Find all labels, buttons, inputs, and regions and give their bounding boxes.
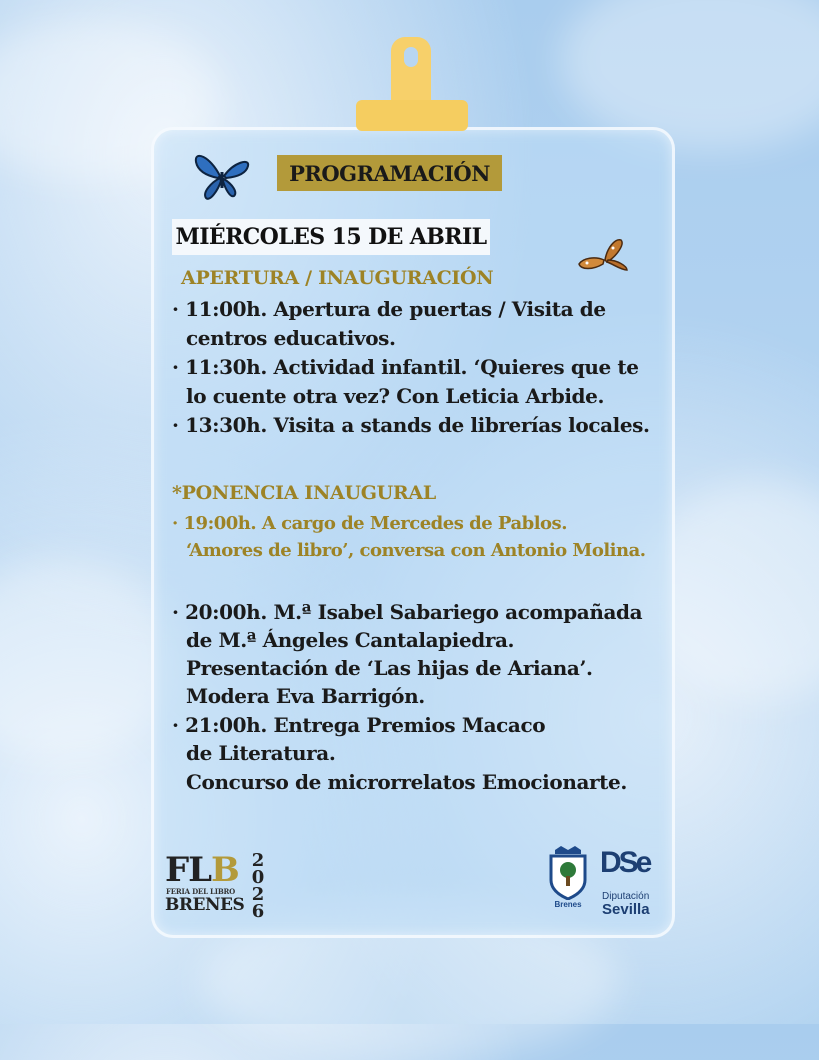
flb-year-digit: 0 [251, 867, 265, 888]
schedule-line: · 11:30h. Actividad infantil. ‘Quieres que te [172, 355, 639, 379]
clip-hole [404, 47, 418, 67]
schedule-line: · 19:00h. A cargo de Mercedes de Pablos. [172, 513, 567, 534]
section-heading: *PONENCIA INAUGURAL [172, 482, 436, 504]
crest-icon [547, 846, 589, 900]
clip-base [356, 100, 468, 131]
schedule-line: Presentación de ‘Las hijas de Ariana’. [186, 656, 593, 680]
schedule-line: · 21:00h. Entrega Premios Macaco [172, 713, 546, 737]
flb-logo-place: BRENES [165, 895, 245, 915]
diputacion-mark: DSe [600, 846, 650, 879]
brenes-crest-logo [547, 846, 589, 916]
schedule-line: centros educativos. [186, 326, 396, 350]
flb-year-digit: 2 [251, 850, 265, 871]
flb-year-digit: 6 [251, 901, 265, 922]
schedule-line: · 20:00h. M.ª Isabel Sabariego acompañada [172, 600, 643, 624]
diputacion-logo [600, 846, 660, 918]
schedule-line: · 13:30h. Visita a stands de librerías locales. [172, 413, 650, 437]
flb-logo-subtitle: FERIA DEL LIBRO [166, 887, 236, 896]
flb-logo-year [251, 852, 265, 920]
flb-logo-fl: FL [165, 850, 212, 890]
page-title: PROGRAMACIÓN [277, 155, 502, 191]
date-label: MIÉRCOLES 15 DE ABRIL [172, 219, 490, 255]
flb-logo [165, 850, 275, 922]
flb-logo-b: B [211, 850, 239, 890]
brenes-logo-text: Brenes [554, 900, 582, 909]
diputacion-sub: Diputación [602, 891, 650, 902]
diputacion-main: Sevilla [602, 901, 650, 918]
flb-logo-mark [165, 850, 239, 890]
blue-butterfly-icon [190, 148, 254, 204]
schedule-line: ‘Amores de libro’, conversa con Antonio Molina. [186, 540, 646, 561]
section-heading: APERTURA / INAUGURACIÓN [181, 267, 494, 289]
schedule-line: Concurso de microrrelatos Emocionarte. [186, 770, 627, 794]
schedule-line: lo cuente otra vez? Con Leticia Arbide. [186, 384, 605, 408]
schedule-line: de M.ª Ángeles Cantalapiedra. [186, 628, 515, 652]
flb-year-digit: 2 [251, 884, 265, 905]
schedule-line: de Literatura. [186, 741, 336, 765]
schedule-line: · 11:00h. Apertura de puertas / Visita de [172, 297, 606, 321]
orange-butterfly-icon [577, 236, 633, 278]
schedule-line: Modera Eva Barrigón. [186, 684, 425, 708]
